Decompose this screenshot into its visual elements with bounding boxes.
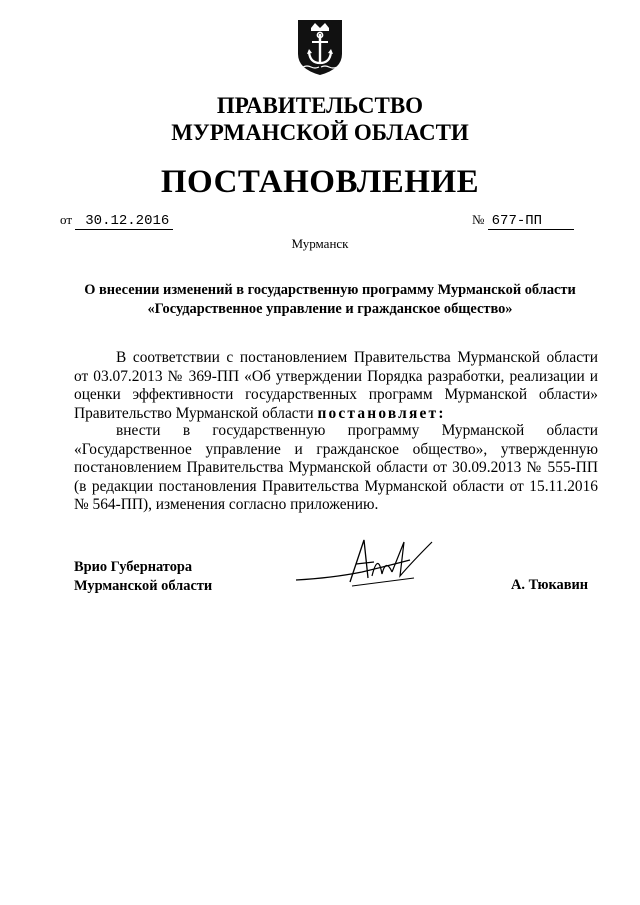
subject-line2: «Государственное управление и гражданское общество» [147, 301, 513, 317]
org-name-line2: МУРМАНСКОЙ ОБЛАСТИ [171, 120, 469, 145]
decree-keyword: постановляет: [317, 404, 446, 422]
document-type-title: ПОСТАНОВЛЕНИЕ [160, 164, 480, 200]
handwritten-signature-icon [292, 532, 442, 602]
number-field [472, 212, 574, 230]
subject-line1: О внесении изменений в государственную программу Мурманской области [84, 282, 576, 298]
coat-of-arms-icon [295, 18, 345, 76]
body-paragraph-1 [74, 349, 598, 423]
city-label: Мурманск [291, 236, 349, 251]
paragraph-1-text: В соответствии с постановлением Правительства Мурманской области от 03.07.2013 № 369-ПП «Об утверждении Порядка разработки, реализации и оценки эффективности государственных программ Мурманской области» Правительство Мурманской области [74, 349, 598, 422]
number-prefix: № [472, 212, 485, 227]
signer-title [74, 558, 212, 596]
date-field [60, 212, 173, 230]
signer-title-line2: Мурманской области [74, 578, 213, 594]
document-subject [60, 281, 600, 319]
signer-name: А. Тюкавин [511, 577, 589, 593]
org-name-line1: ПРАВИТЕЛЬСТВО [216, 93, 424, 118]
date-prefix: от [60, 212, 73, 227]
body-paragraph-2: внести в государственную программу Мурманской области «Государственное управление и гражданское общество», утвержденную постановлением Правительства Мурманской области от 30.09.2013 № 555-ПП (в редакции постановления Правительства Мурманской области от 15.11.2016 № 564-ПП), изменения согласно приложению. [74, 422, 598, 514]
date-value: 30.12.2016 [75, 213, 173, 230]
number-value: 677-ПП [488, 213, 574, 230]
signer-title-line1: Врио Губернатора [74, 559, 193, 575]
